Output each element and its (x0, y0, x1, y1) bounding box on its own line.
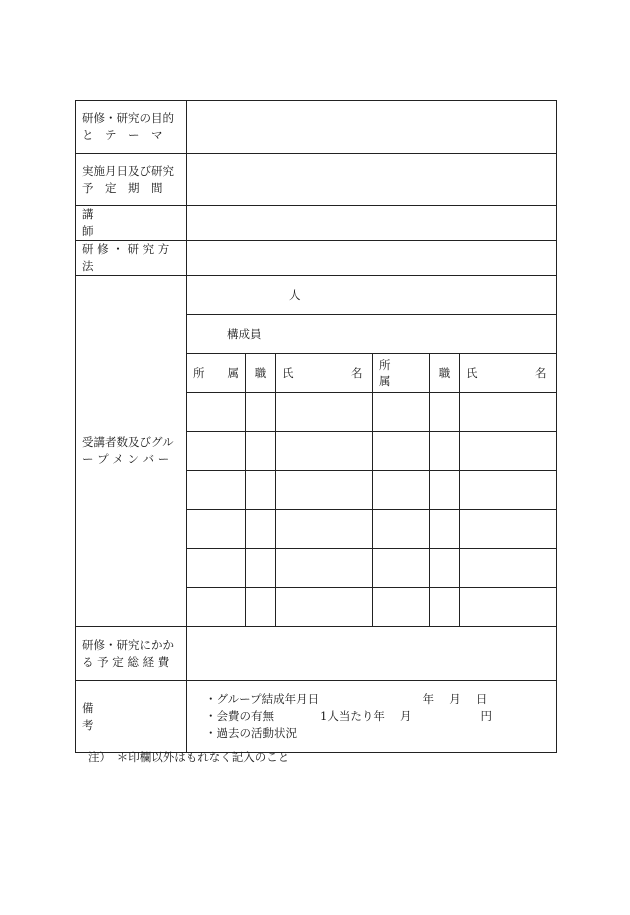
method-label: 研 修 ・ 研 究 方 法 (76, 241, 187, 276)
name-header-1 (276, 354, 373, 393)
footnote: 注） ＊印欄以外はもれなく記入のこと (88, 750, 290, 764)
member-cell[interactable] (187, 393, 246, 432)
purpose-field[interactable] (187, 101, 557, 154)
remarks-line-formation-date: ・グループ結成年月日 年 月 日 (205, 692, 488, 706)
member-cell[interactable] (187, 588, 246, 627)
member-cell[interactable] (246, 471, 276, 510)
member-cell[interactable] (276, 393, 373, 432)
name-header-2-text: 氏 名 (466, 366, 547, 380)
cost-row (76, 627, 557, 681)
remarks-field[interactable] (187, 681, 557, 753)
instructor-field[interactable] (187, 206, 557, 241)
period-label (76, 154, 187, 206)
position-header-2 (430, 354, 460, 393)
position-header-2-text: 職 (438, 366, 451, 380)
member-cell[interactable] (460, 510, 557, 549)
period-label-line2: 予 定 期 間 (82, 180, 163, 195)
member-cell[interactable] (246, 510, 276, 549)
period-field[interactable] (187, 154, 557, 206)
period-row (76, 154, 557, 206)
remarks-row (76, 681, 557, 753)
member-cell[interactable] (276, 549, 373, 588)
member-cell[interactable] (430, 549, 460, 588)
purpose-label-line2 (82, 127, 180, 144)
member-cell[interactable] (187, 549, 246, 588)
name-header-2 (460, 354, 557, 393)
instructor-label: 講 師 (76, 206, 187, 241)
period-label-line1: 実施月日及び研究 (82, 163, 174, 178)
member-cell[interactable] (373, 549, 430, 588)
member-cell[interactable] (187, 510, 246, 549)
member-cell[interactable] (373, 393, 430, 432)
remarks-line-past-activities: ・過去の活動状況 (205, 726, 297, 740)
member-cell[interactable] (460, 432, 557, 471)
position-header-1-text: 職 (254, 366, 267, 380)
purpose-label-line2-text: と テ ー マ (82, 128, 163, 142)
affiliation-header-2 (373, 354, 430, 393)
member-cell[interactable] (373, 588, 430, 627)
member-cell[interactable] (276, 432, 373, 471)
member-cell[interactable] (187, 432, 246, 471)
member-cell[interactable] (276, 510, 373, 549)
member-cell[interactable] (246, 549, 276, 588)
member-cell[interactable] (246, 432, 276, 471)
participants-label (76, 276, 187, 627)
method-row (76, 241, 557, 276)
member-cell[interactable] (460, 549, 557, 588)
member-cell[interactable] (430, 393, 460, 432)
purpose-row (76, 101, 557, 154)
position-header-1 (246, 354, 276, 393)
cost-field[interactable] (187, 627, 557, 681)
member-cell[interactable] (430, 588, 460, 627)
cost-label-line1: 研修・研究にかか (82, 637, 174, 652)
remarks-line-fees: ・会費の有無 1人当たり年 月 円 (205, 709, 492, 723)
affiliation-header-1 (187, 354, 246, 393)
participants-label-line2: ー プ メ ン バ ー (82, 452, 170, 466)
member-cell[interactable] (460, 471, 557, 510)
member-cell[interactable] (430, 510, 460, 549)
member-cell[interactable] (373, 432, 430, 471)
method-field[interactable] (187, 241, 557, 276)
remarks-label: 備 考 (76, 681, 187, 753)
name-header-1-text: 氏 名 (282, 366, 363, 380)
member-cell[interactable] (430, 471, 460, 510)
application-form-table (75, 100, 557, 753)
member-cell[interactable] (246, 588, 276, 627)
member-cell[interactable] (276, 588, 373, 627)
instructor-row (76, 206, 557, 241)
affiliation-header-1-text: 所 属 (193, 366, 239, 380)
member-cell[interactable] (246, 393, 276, 432)
affiliation-header-2-text: 所 属 (379, 358, 414, 388)
member-cell[interactable] (373, 471, 430, 510)
participants-count-field[interactable] (187, 276, 557, 315)
cost-label (76, 627, 187, 681)
purpose-label-line1: 研修・研究の目的 (82, 111, 174, 125)
participants-label-line1: 受講者数及びグル (82, 435, 174, 449)
cost-label-line2: る 予 定 総 経 費 (82, 654, 170, 669)
member-cell[interactable] (430, 432, 460, 471)
members-label: 構成員 (187, 315, 557, 354)
member-cell[interactable] (187, 471, 246, 510)
member-cell[interactable] (373, 510, 430, 549)
purpose-label (76, 101, 187, 154)
member-cell[interactable] (460, 588, 557, 627)
member-cell[interactable] (276, 471, 373, 510)
participants-count-row (76, 276, 557, 315)
participants-count-unit: 人 (289, 288, 301, 302)
member-cell[interactable] (460, 393, 557, 432)
